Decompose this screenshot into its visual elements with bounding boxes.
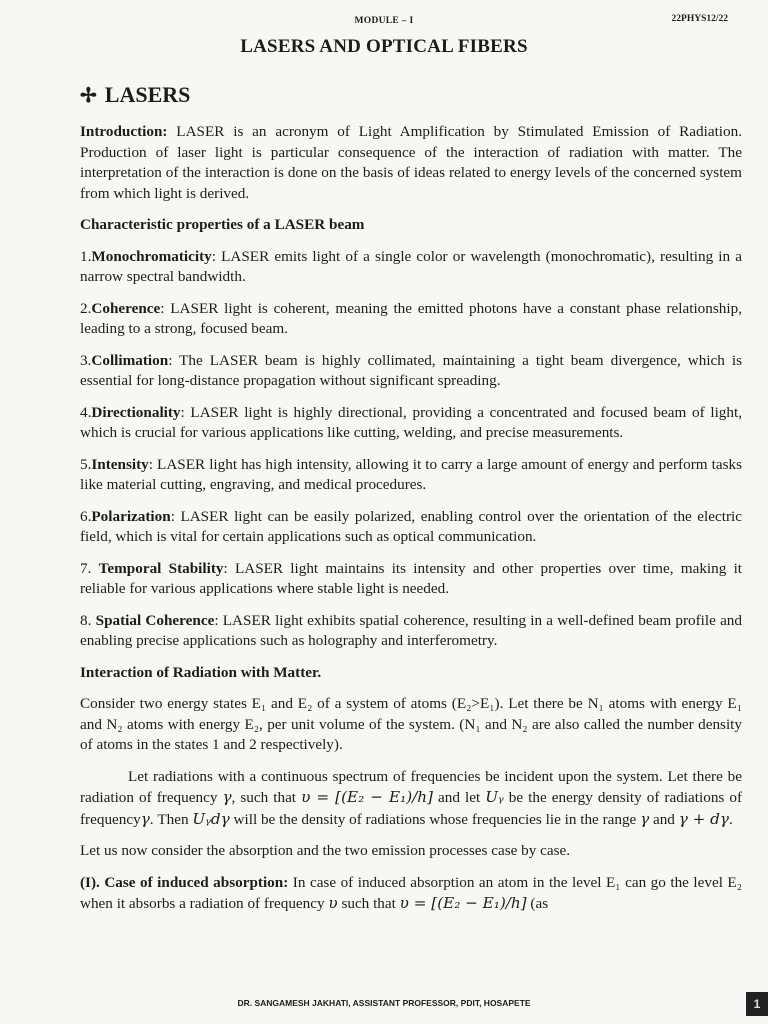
property-label: Collimation: [91, 351, 169, 369]
property-item: [80, 247, 742, 288]
page-title: LASERS AND OPTICAL FIBERS: [240, 36, 528, 57]
math-symbol: Uᵧdγ: [192, 809, 230, 828]
property-label: Polarization: [91, 507, 171, 525]
property-item: [80, 455, 742, 496]
text-run: . Then: [149, 810, 193, 828]
text-run: will be the density of radiations whose frequencies lie in the range: [229, 810, 641, 828]
intro-paragraph: [80, 122, 742, 204]
section-title: LASERS: [104, 82, 191, 107]
course-code: 22PHYS12/22: [671, 14, 728, 24]
property-item: [80, 507, 742, 548]
property-text: : LASER emits light of a single color or wavelength (monochromatic), resulting in a narrow spectral bandwidth.: [80, 247, 742, 285]
property-item: [80, 403, 742, 444]
page-number: 1: [746, 992, 768, 1016]
property-number: 2.: [80, 299, 92, 317]
document-body: [80, 122, 742, 926]
math-symbol: γ: [640, 809, 650, 828]
characteristics-heading: Characteristic properties of a LASER beam: [80, 216, 365, 233]
property-label: Coherence: [91, 299, 161, 317]
math-symbol: γ: [222, 788, 232, 806]
property-label: Temporal Stability: [98, 559, 224, 577]
section-heading: [80, 82, 190, 108]
property-number: 5.: [80, 455, 92, 473]
text-run: , such that: [231, 789, 302, 806]
induced-absorption-paragraph: [80, 873, 742, 915]
bullet-icon: ✢: [80, 84, 97, 107]
module-label: MODULE – I: [354, 16, 414, 26]
property-number: 8.: [80, 611, 96, 629]
text-run: and let: [432, 789, 486, 806]
text-run: In case of induced absorption an atom in the level E₁ can go the level E₂ when it absorbs a radiation of frequency: [80, 873, 742, 912]
property-item: [80, 611, 742, 652]
math-symbol: γ + dγ: [678, 809, 729, 828]
property-text: : LASER light exhibits spatial coherence, resulting in a well-defined beam profile and enabling precise applications such as holography and interferometry.: [80, 611, 742, 649]
property-item: [80, 299, 742, 340]
property-number: 3.: [80, 351, 92, 369]
energy-states-paragraph: Consider two energy states E₁ and E₂ of a system of atoms (E₂>E₁). Let there be N₁ atoms with energy E₁ and N₂ atoms with energy E₂, per unit volume of the system. (N₁ and N₂ are also called the number density of atoms in the states 1 and 2 respectively).: [80, 695, 742, 753]
math-symbol: Uᵧ: [485, 788, 504, 806]
property-label: Monochromaticity: [91, 247, 212, 265]
property-text: : LASER light can be easily polarized, enabling control over the orientation of the electric field, which is vital for certain applications such as optical communication.: [80, 507, 742, 545]
text-run: such that: [337, 895, 400, 912]
radiation-paragraph: [80, 767, 742, 831]
text-run: (as: [526, 895, 549, 912]
page-footer: DR. SANGAMESH JAKHATI, ASSISTANT PROFESSOR, PDIT, HOSAPETE: [237, 998, 531, 1008]
text-run: and: [649, 810, 679, 828]
math-equation: υ = [(E₂ − E₁)/h]: [301, 788, 433, 806]
property-text: : LASER light has high intensity, allowing it to carry a large amount of energy and perform tasks like material cutting, engraving, and medical procedures.: [80, 455, 742, 493]
text-run: .: [728, 810, 733, 828]
case-label: (I). Case of induced absorption:: [80, 873, 289, 891]
math-symbol: γ: [140, 809, 150, 828]
property-label: Spatial Coherence: [95, 611, 215, 629]
property-text: : LASER light is coherent, meaning the emitted photons have a constant phase relationship, leading to a strong, focused beam.: [80, 299, 742, 337]
interaction-heading: Interaction of Radiation with Matter.: [80, 663, 322, 681]
text-run: Let radiations with a continuous spectrum of frequencies be incident upon the system. Let there be radiation of frequency: [80, 767, 742, 806]
property-text: : LASER light maintains its intensity and other properties over time, making it reliable for various applications where stable light is needed.: [80, 559, 743, 597]
intro-text: LASER is an acronym of Light Amplification by Stimulated Emission of Radiation. Production of laser light is particular consequence of the interaction of radiation with matter. The interpretation of the interaction is done on the basis of ideas related to energy levels of the concerned system from which light is derived.: [80, 123, 742, 202]
property-text: : The LASER beam is highly collimated, maintaining a tight beam divergence, which is essential for long-distance propagation without significant spreading.: [80, 351, 742, 389]
property-item: [80, 559, 742, 600]
property-label: Intensity: [91, 455, 149, 473]
math-symbol: υ: [328, 894, 338, 912]
text-run: be the energy density of radiations of frequency: [80, 789, 743, 828]
math-equation: υ = [(E₂ − E₁)/h]: [399, 894, 527, 912]
property-number: 6.: [80, 507, 92, 525]
intro-label: Introduction:: [80, 123, 168, 140]
processes-paragraph: Let us now consider the absorption and the two emission processes case by case.: [80, 842, 571, 859]
property-number: 1.: [80, 247, 92, 265]
property-item: [80, 351, 742, 392]
property-number: 7.: [80, 559, 99, 577]
property-label: Directionality: [91, 403, 181, 421]
property-number: 4.: [80, 403, 92, 421]
property-text: : LASER light is highly directional, providing a concentrated and focused beam of light, which is crucial for various applications like cutting, welding, and precise measurements.: [80, 403, 742, 441]
